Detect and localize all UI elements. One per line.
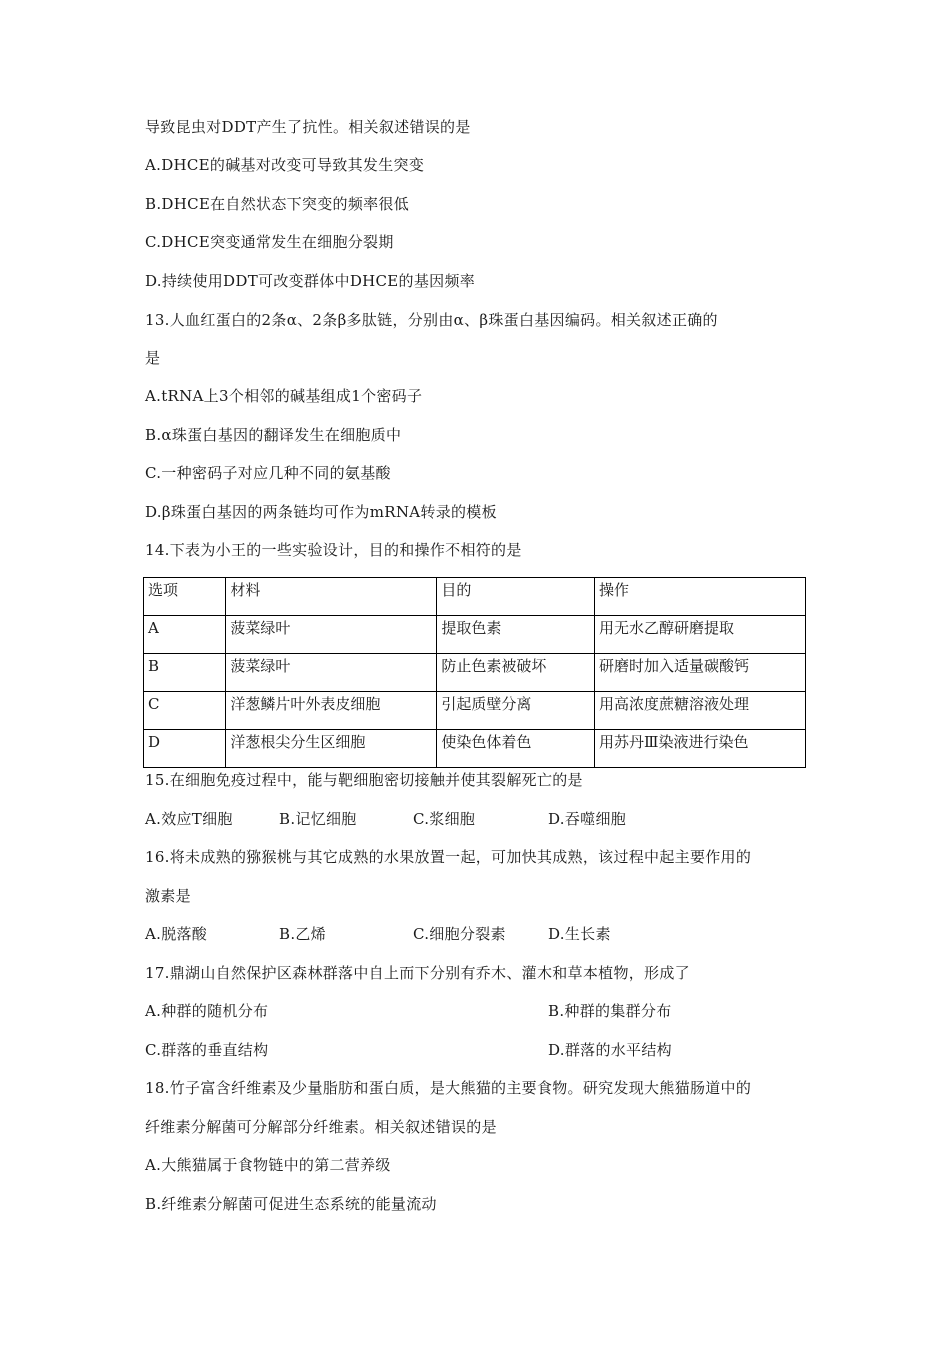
table-row	[144, 692, 806, 730]
q12-option-c: C.DHCE突变通常发生在细胞分裂期	[145, 233, 394, 251]
q17-option-c: C.群落的垂直结构	[145, 1041, 269, 1059]
table-cell: 用苏丹Ⅲ染液进行染色	[595, 730, 806, 768]
q15-option-a: A.效应T细胞	[145, 810, 233, 828]
q17-option-a: A.种群的随机分布	[145, 1002, 269, 1020]
q18-option-b: B.纤维素分解菌可促进生态系统的能量流动	[145, 1195, 437, 1213]
table-cell: 提取色素	[437, 616, 595, 654]
q13-option-b: B.α珠蛋白基因的翻译发生在细胞质中	[145, 426, 402, 444]
table-cell: A	[144, 616, 226, 654]
table-cell: 引起质壁分离	[437, 692, 595, 730]
table-cell: B	[144, 654, 226, 692]
q18-stem-line1: 18.竹子富含纤维素及少量脂肪和蛋白质，是大熊猫的主要食物。研究发现大熊猫肠道中的	[145, 1079, 752, 1097]
q13-stem-line1: 13.人血红蛋白的2条α、2条β多肽链，分别由α、β珠蛋白基因编码。相关叙述正确的	[145, 311, 718, 329]
q17-option-b: B.种群的集群分布	[548, 1002, 672, 1020]
table-row	[144, 616, 806, 654]
q13-stem-line2: 是	[145, 349, 161, 367]
q13-option-d: D.β珠蛋白基因的两条链均可作为mRNA转录的模板	[145, 503, 497, 521]
q16-stem-line2: 激素是	[145, 887, 191, 905]
q15-option-c: C.浆细胞	[413, 810, 476, 828]
q16-stem-line1: 16.将未成熟的猕猴桃与其它成熟的水果放置一起，可加快其成熟，该过程中起主要作用的	[145, 848, 752, 866]
table-cell: 用高浓度蔗糖溶液处理	[595, 692, 806, 730]
table-header-cell: 材料	[226, 578, 437, 616]
table-cell: 洋葱鳞片叶外表皮细胞	[226, 692, 437, 730]
table-header-row	[144, 578, 806, 616]
q12-option-b: B.DHCE在自然状态下突变的频率很低	[145, 195, 410, 213]
table-cell: 使染色体着色	[437, 730, 595, 768]
q16-option-d: D.生长素	[548, 925, 611, 943]
table-cell: 菠菜绿叶	[226, 654, 437, 692]
q13-option-c: C.一种密码子对应几种不同的氨基酸	[145, 464, 391, 482]
table-cell: 研磨时加入适量碳酸钙	[595, 654, 806, 692]
table-cell: C	[144, 692, 226, 730]
q12-option-d: D.持续使用DDT可改变群体中DHCE的基因频率	[145, 272, 476, 290]
q13-option-a: A.tRNA上3个相邻的碱基组成1个密码子	[145, 387, 423, 405]
q12-stem-continuation: 导致昆虫对DDT产生了抗性。相关叙述错误的是	[145, 118, 471, 136]
q16-option-a: A.脱落酸	[145, 925, 208, 943]
q17-stem: 17.鼎湖山自然保护区森林群落中自上而下分别有乔木、灌木和草本植物，形成了	[145, 964, 690, 982]
experiment-table	[143, 577, 806, 768]
table-cell: 防止色素被破坏	[437, 654, 595, 692]
table-cell: 用无水乙醇研磨提取	[595, 616, 806, 654]
q17-option-d: D.群落的水平结构	[548, 1041, 672, 1059]
q15-stem: 15.在细胞免疫过程中，能与靶细胞密切接触并使其裂解死亡的是	[145, 771, 583, 789]
q14-stem: 14.下表为小王的一些实验设计，目的和操作不相符的是	[145, 541, 522, 559]
table-row	[144, 654, 806, 692]
table-cell: D	[144, 730, 226, 768]
q15-option-b: B.记忆细胞	[279, 810, 357, 828]
table-header-cell: 目的	[437, 578, 595, 616]
table-row	[144, 730, 806, 768]
table-cell: 洋葱根尖分生区细胞	[226, 730, 437, 768]
table-cell: 菠菜绿叶	[226, 616, 437, 654]
q16-option-c: C.细胞分裂素	[413, 925, 506, 943]
q18-stem-line2: 纤维素分解菌可分解部分纤维素。相关叙述错误的是	[145, 1118, 497, 1136]
table-header-cell: 选项	[144, 578, 226, 616]
q18-option-a: A.大熊猫属于食物链中的第二营养级	[145, 1156, 391, 1174]
q12-option-a: A.DHCE的碱基对改变可导致其发生突变	[145, 156, 425, 174]
table-header-cell: 操作	[595, 578, 806, 616]
q15-option-d: D.吞噬细胞	[548, 810, 627, 828]
q16-option-b: B.乙烯	[279, 925, 326, 943]
